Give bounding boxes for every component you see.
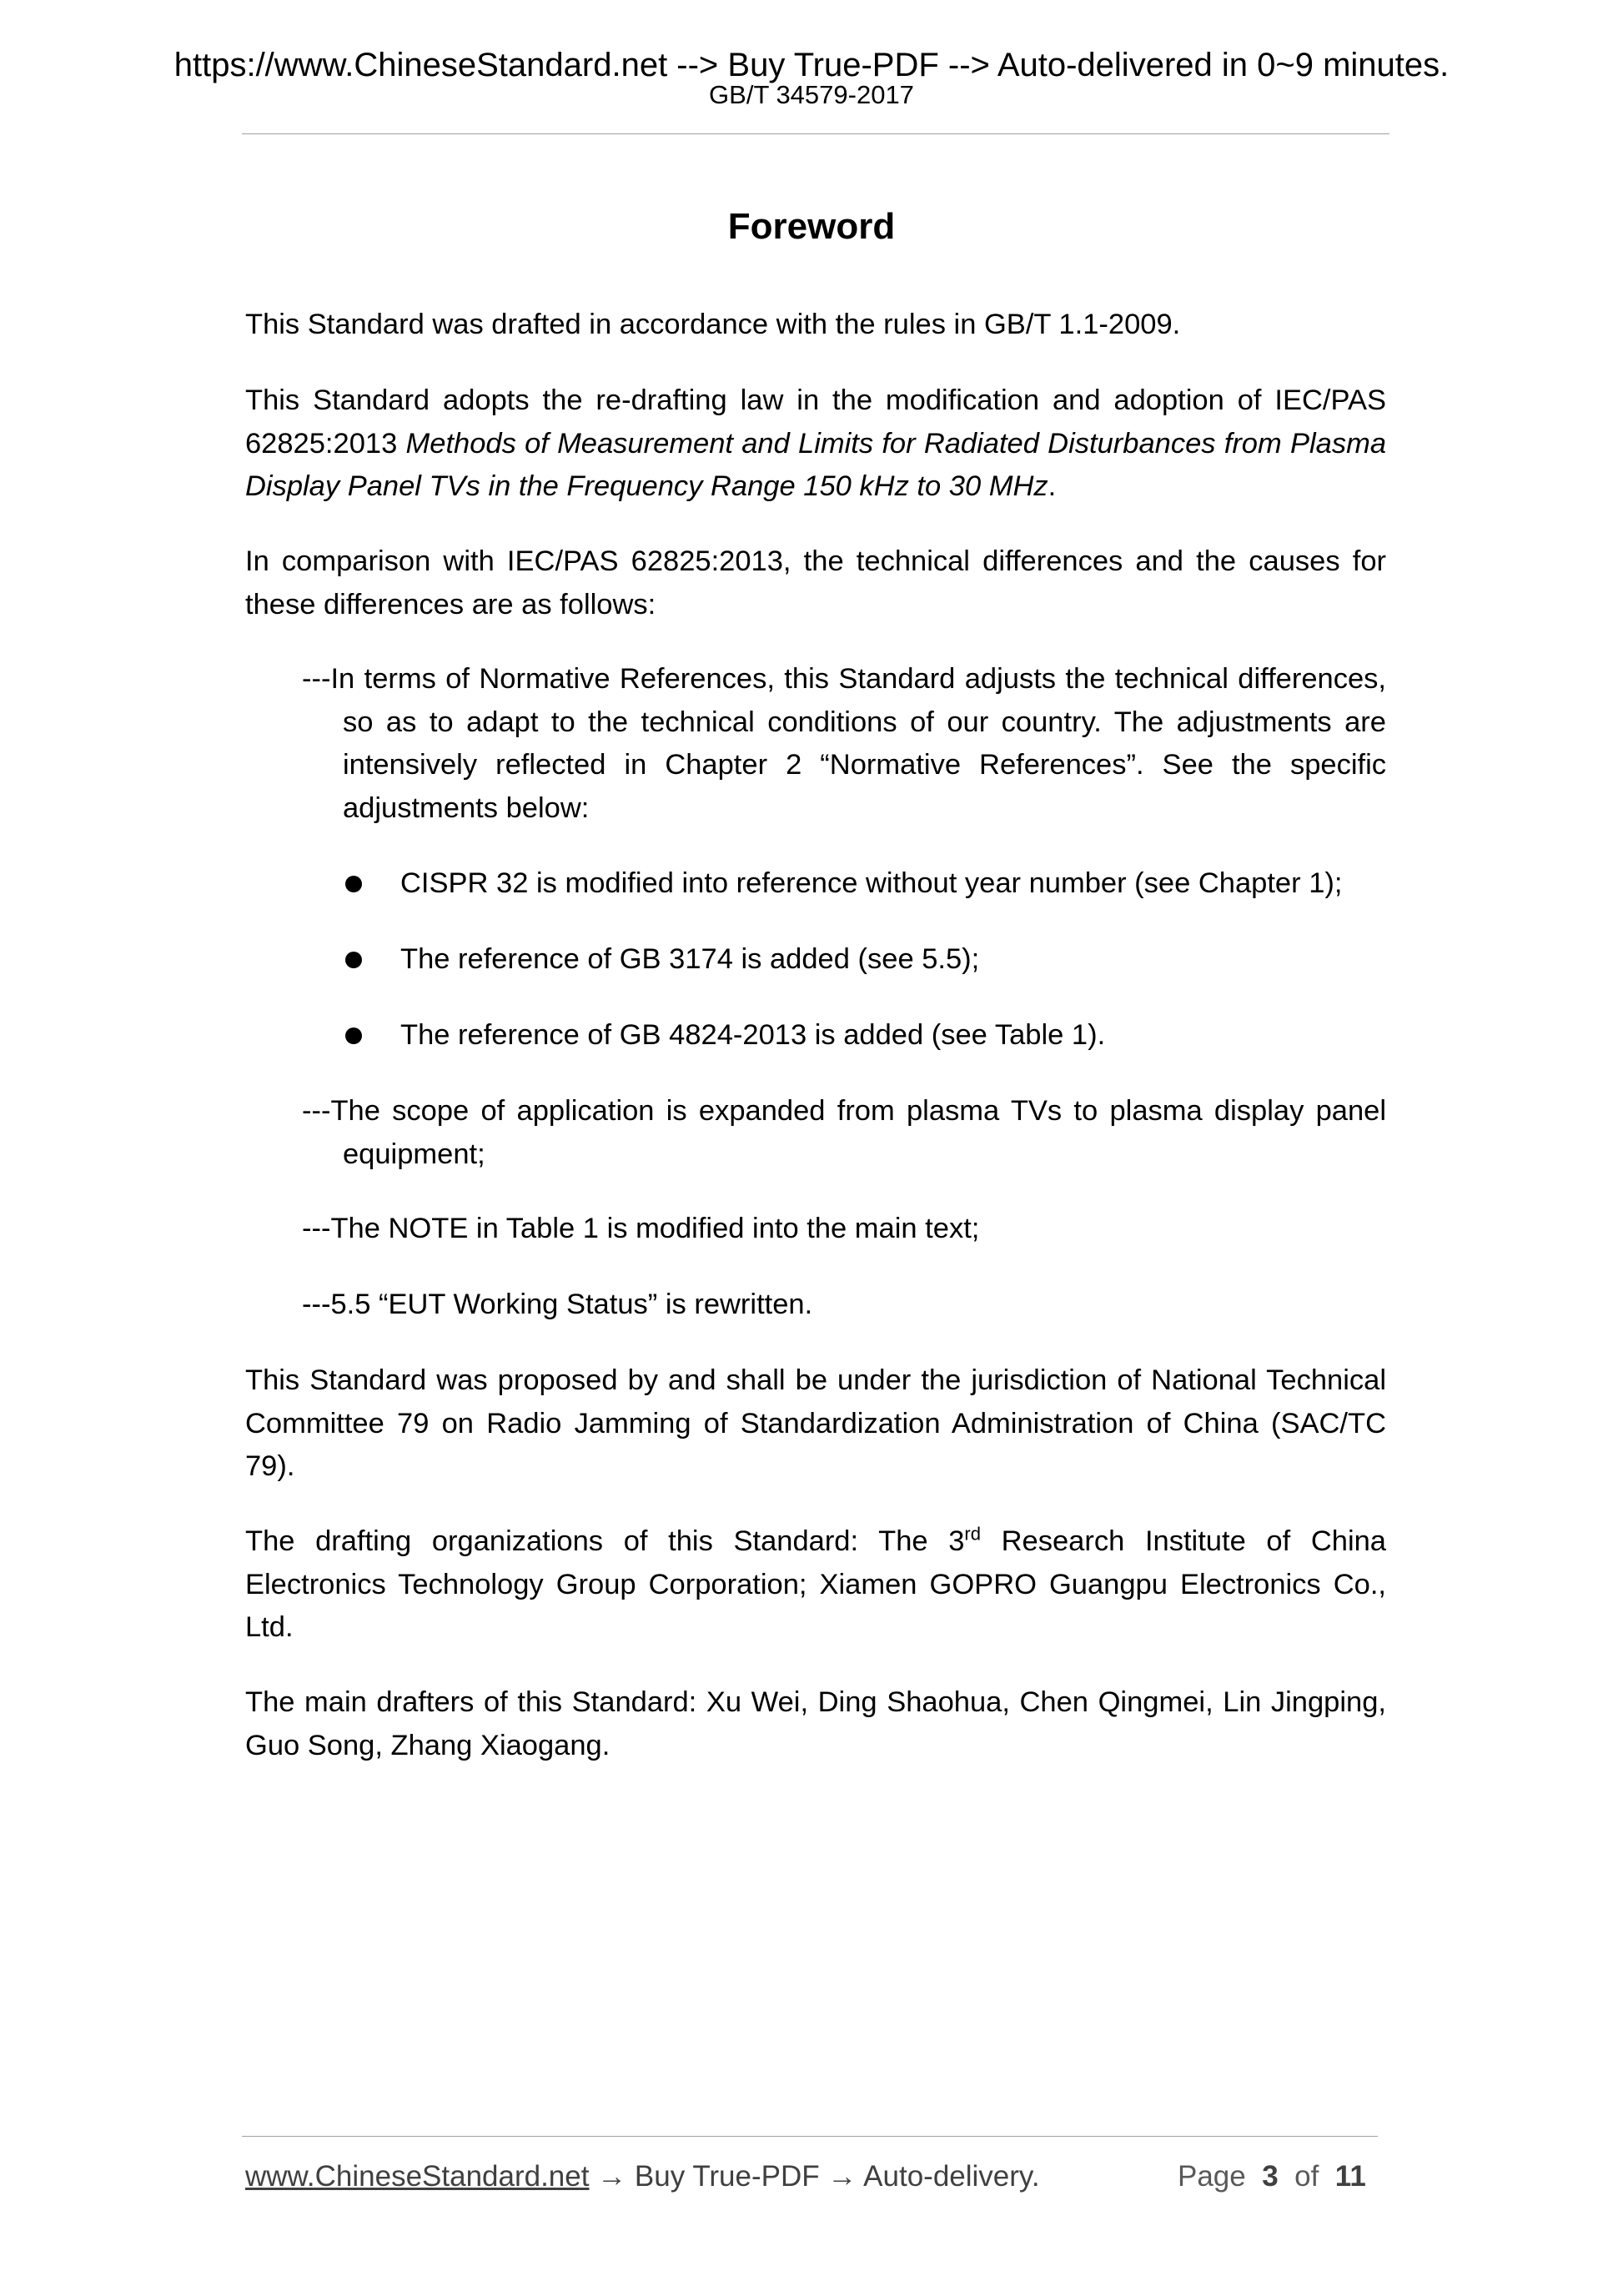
footer-divider (242, 2136, 1378, 2137)
bullet-icon (345, 876, 362, 892)
footer-promo (245, 2158, 1040, 2195)
difference-item-scope (302, 1090, 1386, 1176)
paragraph-drafting-organizations (245, 1520, 1386, 1650)
paragraph-drafters: The main drafters of this Standard: Xu Wei, Ding Shaohua, Chen Qingmei, Lin Jingping, Guo Song, Zhang Xiaogang. (245, 1686, 1386, 1761)
standard-code: GB/T 34579-2017 (709, 80, 914, 109)
bullet-text: The reference of GB 3174 is added (see 5.5); (400, 943, 980, 975)
bullet-text: The reference of GB 4824-2013 is added (see Table 1). (400, 1019, 1106, 1051)
site-link[interactable]: www.ChineseStandard.net (245, 2160, 590, 2193)
page-of: of (1294, 2160, 1319, 2193)
page-label: Page (1178, 2160, 1246, 2193)
difference-item-eut (302, 1284, 1386, 1327)
adoption-text: This Standard adopts the re-drafting law in the modification and adoption of IEC/PAS 62825:2013 (245, 384, 1386, 460)
difference-text: ---In terms of Normative References, this Standard adjusts the technical differences, so as to adapt to the technical conditions of our country. The adjustments are intensively reflected in Chapter 2 “Normative References”. See the specific adjustments below: (302, 663, 1386, 824)
adoption-end: . (1048, 470, 1057, 502)
bullet-text: CISPR 32 is modified into reference without year number (see Chapter 1); (400, 867, 1343, 899)
paragraph-drafting-rules: This Standard was drafted in accordance with the rules in GB/T 1.1-2009. (245, 309, 1181, 340)
page-number (1178, 2158, 1366, 2195)
adopted-standard-title: Methods of Measurement and Limits for Radiated Disturbances from Plasma Display Panel TVs in the Frequency Range 150 kHz to 30 MHz (245, 427, 1387, 502)
organizations-text-rest: Research Institute of China Electronics Technology Group Corporation; Xiamen GOPRO Guangpu Electronics Co., Ltd. (245, 1525, 1386, 1643)
bullet-icon (345, 1027, 362, 1044)
header-divider (242, 133, 1389, 134)
difference-text: ---The NOTE in Table 1 is modified into the main text; (302, 1213, 980, 1244)
difference-text: ---The scope of application is expanded from plasma TVs to plasma display panel equipment; (302, 1095, 1386, 1170)
paragraph-adoption (245, 379, 1386, 509)
paragraph-comparison: In comparison with IEC/PAS 62825:2013, the technical differences and the causes for these differences are as follows: (245, 545, 1386, 620)
bullet-icon (345, 952, 362, 968)
organizations-text: The drafting organizations of this Standard: The 3 (245, 1525, 965, 1557)
page-title: Foreword (727, 206, 896, 247)
difference-item-note (302, 1208, 1386, 1251)
difference-text: ---5.5 “EUT Working Status” is rewritten. (302, 1289, 813, 1320)
difference-item-normative-references (302, 658, 1386, 830)
page-total: 11 (1334, 2160, 1366, 2193)
paragraph-jurisdiction: This Standard was proposed by and shall be under the jurisdiction of National Technical Committee 79 on Radio Jamming of Standardization Administration of China (SAC/TC 79). (245, 1364, 1386, 1482)
footer-promo-text: → Buy True-PDF → Auto-delivery. (589, 2160, 1040, 2193)
ordinal-suffix: rd (964, 1523, 981, 1545)
banner-text: https://www.ChineseStandard.net --> Buy True-PDF --> Auto-delivered in 0~9 minutes. (173, 47, 1450, 83)
page-current: 3 (1262, 2160, 1279, 2193)
